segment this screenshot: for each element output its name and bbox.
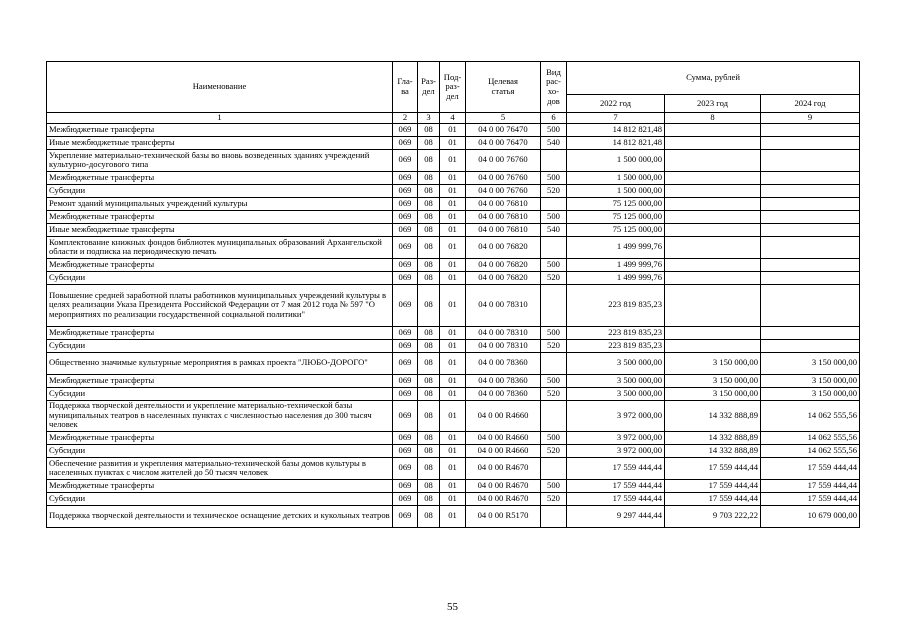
table-row	[47, 505, 860, 527]
row-podrazdel: 01	[440, 136, 466, 149]
row-target: 04 0 00 78310	[466, 326, 541, 339]
table-row	[47, 479, 860, 492]
table-row	[47, 236, 860, 258]
row-sum-2023: 14 332 888,89	[665, 444, 761, 457]
row-target: 04 0 00 R4660	[466, 444, 541, 457]
row-sum-2024: 14 062 555,56	[761, 431, 860, 444]
row-sum-2022: 3 972 000,00	[567, 431, 665, 444]
row-target: 04 0 00 76760	[466, 184, 541, 197]
row-sum-2023: 17 559 444,44	[665, 457, 761, 479]
row-vid	[541, 457, 567, 479]
row-sum-2022: 75 125 000,00	[567, 197, 665, 210]
row-target: 04 0 00 76810	[466, 223, 541, 236]
row-razdel: 08	[418, 387, 440, 400]
row-razdel: 08	[418, 479, 440, 492]
table-row	[47, 184, 860, 197]
row-vid: 500	[541, 210, 567, 223]
row-razdel: 08	[418, 457, 440, 479]
row-vid	[541, 352, 567, 374]
row-glava: 069	[393, 223, 418, 236]
table-row	[47, 284, 860, 326]
row-podrazdel: 01	[440, 258, 466, 271]
row-sum-2022: 223 819 835,23	[567, 339, 665, 352]
row-sum-2023	[665, 284, 761, 326]
row-razdel: 08	[418, 197, 440, 210]
row-razdel: 08	[418, 492, 440, 505]
row-podrazdel: 01	[440, 444, 466, 457]
row-glava: 069	[393, 197, 418, 210]
row-sum-2024	[761, 284, 860, 326]
row-glava: 069	[393, 492, 418, 505]
row-sum-2022: 75 125 000,00	[567, 223, 665, 236]
row-name: Общественно значимые культурные мероприятия в рамках проекта "ЛЮБО-ДОРОГО"	[47, 352, 393, 374]
column-number: 6	[541, 113, 567, 124]
row-sum-2022: 3 972 000,00	[567, 444, 665, 457]
row-vid: 540	[541, 223, 567, 236]
row-sum-2024: 17 559 444,44	[761, 479, 860, 492]
table-row	[47, 339, 860, 352]
row-razdel: 08	[418, 223, 440, 236]
row-glava: 069	[393, 457, 418, 479]
row-razdel: 08	[418, 352, 440, 374]
row-sum-2024	[761, 123, 860, 136]
row-glava: 069	[393, 136, 418, 149]
column-number: 7	[567, 113, 665, 124]
row-razdel: 08	[418, 123, 440, 136]
row-name: Межбюджетные трансферты	[47, 171, 393, 184]
column-number: 4	[440, 113, 466, 124]
column-number: 1	[47, 113, 393, 124]
row-name: Субсидии	[47, 387, 393, 400]
row-podrazdel: 01	[440, 149, 466, 171]
row-podrazdel: 01	[440, 431, 466, 444]
row-name: Поддержка творческой деятельности и укрепление материально-технической базы муниципальных театров в населенных пунктах с численностью населения до 300 тысяч человек	[47, 400, 393, 431]
row-podrazdel: 01	[440, 123, 466, 136]
row-target: 04 0 00 R5170	[466, 505, 541, 527]
row-name: Межбюджетные трансферты	[47, 258, 393, 271]
row-glava: 069	[393, 326, 418, 339]
row-vid: 500	[541, 431, 567, 444]
row-sum-2022: 1 500 000,00	[567, 149, 665, 171]
row-name: Укрепление материально-технической базы во вновь возведенных зданиях учреждений культурно-досугового типа	[47, 149, 393, 171]
row-name: Ремонт зданий муниципальных учреждений культуры	[47, 197, 393, 210]
row-vid	[541, 149, 567, 171]
row-glava: 069	[393, 444, 418, 457]
row-target: 04 0 00 R4670	[466, 479, 541, 492]
row-target: 04 0 00 76820	[466, 236, 541, 258]
row-sum-2024: 14 062 555,56	[761, 444, 860, 457]
row-razdel: 08	[418, 374, 440, 387]
row-glava: 069	[393, 505, 418, 527]
row-sum-2022: 17 559 444,44	[567, 479, 665, 492]
row-name: Межбюджетные трансферты	[47, 431, 393, 444]
row-sum-2023: 3 150 000,00	[665, 374, 761, 387]
row-target: 04 0 00 76820	[466, 258, 541, 271]
row-target: 04 0 00 76810	[466, 197, 541, 210]
row-vid: 500	[541, 479, 567, 492]
row-vid	[541, 400, 567, 431]
row-sum-2023: 9 703 222,22	[665, 505, 761, 527]
row-glava: 069	[393, 123, 418, 136]
row-sum-2024: 17 559 444,44	[761, 457, 860, 479]
row-vid: 500	[541, 258, 567, 271]
row-sum-2022: 17 559 444,44	[567, 492, 665, 505]
row-vid	[541, 236, 567, 258]
row-razdel: 08	[418, 258, 440, 271]
row-name: Иные межбюджетные трансферты	[47, 136, 393, 149]
header-podrazdel: Под- раз- дел	[440, 62, 466, 113]
row-target: 04 0 00 78360	[466, 352, 541, 374]
row-target: 04 0 00 R4660	[466, 400, 541, 431]
column-number: 9	[761, 113, 860, 124]
row-razdel: 08	[418, 184, 440, 197]
row-glava: 069	[393, 284, 418, 326]
row-name: Межбюджетные трансферты	[47, 123, 393, 136]
row-glava: 069	[393, 352, 418, 374]
column-number-row	[47, 113, 860, 124]
row-sum-2023	[665, 171, 761, 184]
row-sum-2022: 1 499 999,76	[567, 236, 665, 258]
row-sum-2023	[665, 210, 761, 223]
row-target: 04 0 00 R4670	[466, 457, 541, 479]
row-name: Субсидии	[47, 444, 393, 457]
row-target: 04 0 00 76470	[466, 136, 541, 149]
table-row	[47, 444, 860, 457]
table-row	[47, 431, 860, 444]
row-sum-2023	[665, 326, 761, 339]
row-vid: 540	[541, 136, 567, 149]
row-target: 04 0 00 76820	[466, 271, 541, 284]
table-row	[47, 171, 860, 184]
row-sum-2023: 3 150 000,00	[665, 387, 761, 400]
table-row	[47, 210, 860, 223]
row-sum-2022: 14 812 821,48	[567, 136, 665, 149]
table-row	[47, 374, 860, 387]
row-sum-2023	[665, 223, 761, 236]
row-podrazdel: 01	[440, 492, 466, 505]
row-vid: 520	[541, 271, 567, 284]
row-target: 04 0 00 76470	[466, 123, 541, 136]
row-sum-2022: 3 500 000,00	[567, 387, 665, 400]
row-sum-2022: 75 125 000,00	[567, 210, 665, 223]
row-vid: 520	[541, 492, 567, 505]
row-glava: 069	[393, 271, 418, 284]
row-target: 04 0 00 76760	[466, 149, 541, 171]
table-row	[47, 197, 860, 210]
row-podrazdel: 01	[440, 284, 466, 326]
row-razdel: 08	[418, 284, 440, 326]
row-vid	[541, 505, 567, 527]
row-vid: 500	[541, 374, 567, 387]
row-sum-2023	[665, 271, 761, 284]
header-name: Наименование	[47, 62, 393, 113]
row-razdel: 08	[418, 431, 440, 444]
row-sum-2024: 17 559 444,44	[761, 492, 860, 505]
row-podrazdel: 01	[440, 400, 466, 431]
row-razdel: 08	[418, 136, 440, 149]
header-year-2023: 2023 год	[665, 95, 761, 113]
row-name: Межбюджетные трансферты	[47, 210, 393, 223]
table-row	[47, 123, 860, 136]
table-row	[47, 326, 860, 339]
table-row	[47, 136, 860, 149]
row-podrazdel: 01	[440, 271, 466, 284]
row-name: Межбюджетные трансферты	[47, 374, 393, 387]
row-name: Межбюджетные трансферты	[47, 479, 393, 492]
row-razdel: 08	[418, 326, 440, 339]
row-sum-2022: 9 297 444,44	[567, 505, 665, 527]
row-vid: 520	[541, 387, 567, 400]
row-sum-2022: 3 972 000,00	[567, 400, 665, 431]
row-sum-2023	[665, 184, 761, 197]
row-sum-2022: 223 819 835,23	[567, 326, 665, 339]
row-glava: 069	[393, 210, 418, 223]
header-vid: Вид рас- хо- дов	[541, 62, 567, 113]
row-sum-2023	[665, 136, 761, 149]
row-glava: 069	[393, 149, 418, 171]
row-sum-2023: 17 559 444,44	[665, 479, 761, 492]
column-number: 8	[665, 113, 761, 124]
row-sum-2024	[761, 149, 860, 171]
row-podrazdel: 01	[440, 479, 466, 492]
row-podrazdel: 01	[440, 197, 466, 210]
table-row	[47, 223, 860, 236]
column-number: 3	[418, 113, 440, 124]
table-row	[47, 387, 860, 400]
row-name: Обеспечение развития и укрепления материально-технической базы домов культуры в населенных пунктах с числом жителей до 50 тысяч человек	[47, 457, 393, 479]
row-name: Субсидии	[47, 339, 393, 352]
row-sum-2024	[761, 136, 860, 149]
row-sum-2023: 14 332 888,89	[665, 431, 761, 444]
row-sum-2024: 3 150 000,00	[761, 374, 860, 387]
table-row	[47, 457, 860, 479]
row-vid: 500	[541, 123, 567, 136]
table-row	[47, 271, 860, 284]
row-glava: 069	[393, 171, 418, 184]
row-podrazdel: 01	[440, 339, 466, 352]
row-sum-2023	[665, 258, 761, 271]
row-sum-2024: 3 150 000,00	[761, 352, 860, 374]
row-podrazdel: 01	[440, 236, 466, 258]
table-body	[47, 123, 860, 527]
row-sum-2022: 14 812 821,48	[567, 123, 665, 136]
row-podrazdel: 01	[440, 210, 466, 223]
row-sum-2022: 17 559 444,44	[567, 457, 665, 479]
row-sum-2022: 223 819 835,23	[567, 284, 665, 326]
row-vid	[541, 197, 567, 210]
row-razdel: 08	[418, 400, 440, 431]
row-vid: 500	[541, 171, 567, 184]
row-name: Иные межбюджетные трансферты	[47, 223, 393, 236]
row-glava: 069	[393, 479, 418, 492]
row-sum-2023: 17 559 444,44	[665, 492, 761, 505]
table-row	[47, 258, 860, 271]
row-razdel: 08	[418, 505, 440, 527]
row-target: 04 0 00 R4670	[466, 492, 541, 505]
column-number: 5	[466, 113, 541, 124]
row-name: Комплектование книжных фондов библиотек муниципальных образований Архангельской области и подписка на периодическую печать	[47, 236, 393, 258]
row-glava: 069	[393, 431, 418, 444]
row-podrazdel: 01	[440, 457, 466, 479]
row-sum-2023	[665, 197, 761, 210]
row-sum-2023: 14 332 888,89	[665, 400, 761, 431]
row-name: Повышение средней заработной платы работников муниципальных учреждений культуры в целях реализации Указа Президента Российской Федерации от 7 мая 2012 года № 597 "О мероприятиях по реализации государственной социальной политики"	[47, 284, 393, 326]
row-razdel: 08	[418, 444, 440, 457]
row-target: 04 0 00 78360	[466, 374, 541, 387]
row-podrazdel: 01	[440, 171, 466, 184]
row-vid	[541, 284, 567, 326]
row-sum-2023	[665, 236, 761, 258]
header-year-2022: 2022 год	[567, 95, 665, 113]
row-podrazdel: 01	[440, 184, 466, 197]
row-podrazdel: 01	[440, 326, 466, 339]
row-sum-2024	[761, 223, 860, 236]
row-podrazdel: 01	[440, 505, 466, 527]
page-number: 55	[447, 601, 458, 613]
header-target: Целевая статья	[466, 62, 541, 113]
row-name: Субсидии	[47, 271, 393, 284]
row-razdel: 08	[418, 210, 440, 223]
row-sum-2024	[761, 339, 860, 352]
row-target: 04 0 00 76760	[466, 171, 541, 184]
row-glava: 069	[393, 236, 418, 258]
row-sum-2023	[665, 123, 761, 136]
row-glava: 069	[393, 339, 418, 352]
row-sum-2024	[761, 258, 860, 271]
row-name: Межбюджетные трансферты	[47, 326, 393, 339]
row-vid: 500	[541, 326, 567, 339]
row-sum-2024	[761, 197, 860, 210]
row-sum-2024	[761, 326, 860, 339]
row-sum-2023	[665, 149, 761, 171]
row-vid: 520	[541, 444, 567, 457]
row-glava: 069	[393, 374, 418, 387]
row-sum-2024: 3 150 000,00	[761, 387, 860, 400]
row-sum-2022: 1 500 000,00	[567, 184, 665, 197]
row-sum-2024	[761, 236, 860, 258]
row-sum-2022: 1 499 999,76	[567, 271, 665, 284]
row-name: Субсидии	[47, 492, 393, 505]
table-row	[47, 352, 860, 374]
row-podrazdel: 01	[440, 352, 466, 374]
row-sum-2022: 3 500 000,00	[567, 352, 665, 374]
column-number: 2	[393, 113, 418, 124]
row-sum-2024	[761, 271, 860, 284]
row-glava: 069	[393, 387, 418, 400]
row-razdel: 08	[418, 339, 440, 352]
budget-table	[46, 61, 860, 528]
row-sum-2024	[761, 210, 860, 223]
row-glava: 069	[393, 184, 418, 197]
row-sum-2024	[761, 171, 860, 184]
row-target: 04 0 00 78310	[466, 284, 541, 326]
row-vid: 520	[541, 184, 567, 197]
row-sum-2024: 10 679 000,00	[761, 505, 860, 527]
row-sum-2023: 3 150 000,00	[665, 352, 761, 374]
row-sum-2024: 14 062 555,56	[761, 400, 860, 431]
row-razdel: 08	[418, 236, 440, 258]
row-podrazdel: 01	[440, 374, 466, 387]
row-sum-2024	[761, 184, 860, 197]
row-razdel: 08	[418, 271, 440, 284]
row-sum-2022: 3 500 000,00	[567, 374, 665, 387]
table-row	[47, 400, 860, 431]
row-target: 04 0 00 R4660	[466, 431, 541, 444]
row-razdel: 08	[418, 149, 440, 171]
header-year-2024: 2024 год	[761, 95, 860, 113]
row-glava: 069	[393, 400, 418, 431]
header-glava: Гла- ва	[393, 62, 418, 113]
row-razdel: 08	[418, 171, 440, 184]
row-podrazdel: 01	[440, 223, 466, 236]
row-sum-2022: 1 500 000,00	[567, 171, 665, 184]
table-row	[47, 149, 860, 171]
row-sum-2023	[665, 339, 761, 352]
row-glava: 069	[393, 258, 418, 271]
row-target: 04 0 00 78310	[466, 339, 541, 352]
row-target: 04 0 00 78360	[466, 387, 541, 400]
header-razdel: Раз- дел	[418, 62, 440, 113]
header-sum: Сумма, рублей	[567, 62, 860, 95]
row-podrazdel: 01	[440, 387, 466, 400]
row-name: Субсидии	[47, 184, 393, 197]
row-sum-2022: 1 499 999,76	[567, 258, 665, 271]
row-vid: 520	[541, 339, 567, 352]
table-row	[47, 492, 860, 505]
row-target: 04 0 00 76810	[466, 210, 541, 223]
row-name: Поддержка творческой деятельности и техническое оснащение детских и кукольных театров	[47, 505, 393, 527]
